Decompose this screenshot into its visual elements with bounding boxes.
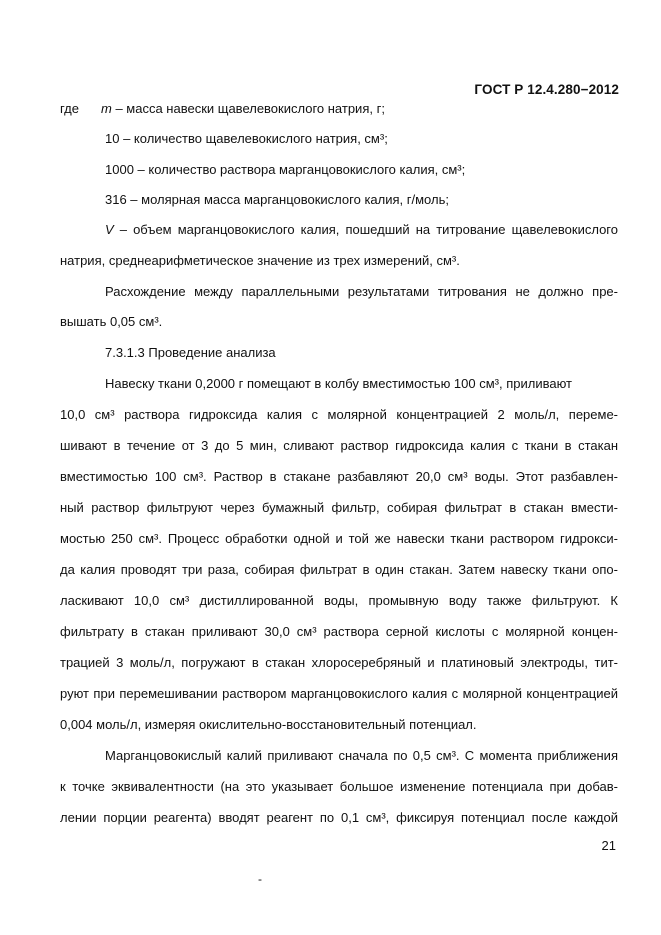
legend-v-text: – объем марганцовокислого калия, пошедший на титрование щавелевокислого — [113, 222, 618, 237]
legend-line-1000: 1000 – количество раствора марганцовокислого калия, см³; — [105, 162, 466, 177]
procedure-line-9: фильтрату в стакан приливают 30,0 см³ раствора серной кислоты с молярной концен- — [60, 624, 618, 639]
legend-v-continuation: натрия, среднеарифметическое значение из трех измерений, см³. — [60, 253, 460, 268]
addition-line-1: Марганцовокислый калий приливают сначала по 0,5 см³. С момента приближения — [105, 748, 618, 763]
procedure-line-11: руют при перемешивании раствором марганцовокислого калия с молярной концентрацией — [60, 686, 618, 701]
procedure-line-2: 10,0 см³ раствора гидроксида калия с молярной концентрацией 2 моль/л, переме- — [60, 407, 618, 422]
legend-m-text: – масса навески щавелевокислого натрия, г; — [111, 101, 385, 116]
discrepancy-line-2: вышать 0,05 см³. — [60, 314, 163, 329]
procedure-line-12: 0,004 моль/л, измеряя окислительно-восстановительный потенциал. — [60, 717, 477, 732]
legend-v-line — [105, 222, 618, 237]
procedure-line-10: трацией 3 моль/л, погружают в стакан хлоросеребряный и платиновый электроды, тит- — [60, 655, 618, 670]
discrepancy-line-1: Расхождение между параллельными результатами титрования не должно пре- — [105, 284, 618, 299]
procedure-line-8: ласкивают 10,0 см³ дистиллированной воды, промывную воду также фильтруют. К — [60, 593, 618, 608]
procedure-line-1: Навеску ткани 0,2000 г помещают в колбу вместимостью 100 см³, приливают — [105, 376, 573, 391]
procedure-line-5: ный раствор фильтруют через бумажный фильтр, собирая фильтрат в стакан вмести- — [60, 500, 618, 515]
procedure-line-6: мостью 250 см³. Процесс обработки одной и той же навески ткани раствором гидрокси- — [60, 531, 618, 546]
procedure-line-3: шивают в течение от 3 до 5 мин, сливают раствор гидроксида калия с ткани в стакан — [60, 438, 618, 453]
procedure-line-7: да калия проводят три раза, собирая фильтрат в один стакан. Затем навеску ткани опо- — [60, 562, 618, 577]
legend-m-line — [60, 101, 385, 116]
legend-prefix: где — [60, 101, 79, 116]
section-heading: 7.3.1.3 Проведение анализа — [105, 345, 276, 360]
legend-line-316: 316 – молярная масса марганцовокислого калия, г/моль; — [105, 192, 449, 207]
legend-line-10: 10 – количество щавелевокислого натрия, см³; — [105, 131, 388, 146]
footer-mark: - — [258, 872, 262, 886]
page-number: 21 — [601, 838, 616, 853]
legend-m-symbol: m — [100, 101, 112, 116]
standard-code: ГОСТ Р 12.4.280−2012 — [474, 82, 619, 97]
procedure-line-4: вместимостью 100 см³. Раствор в стакане разбавляют 20,0 см³ воды. Этот разбавлен- — [60, 469, 618, 484]
legend-v-symbol: V — [105, 222, 114, 237]
addition-line-3: лении порции реагента) вводят реагент по 0,1 см³, фиксируя потенциал после каждой — [60, 810, 618, 825]
addition-line-2: к точке эквивалентности (на это указывает большое изменение потенциала при добав- — [60, 779, 618, 794]
